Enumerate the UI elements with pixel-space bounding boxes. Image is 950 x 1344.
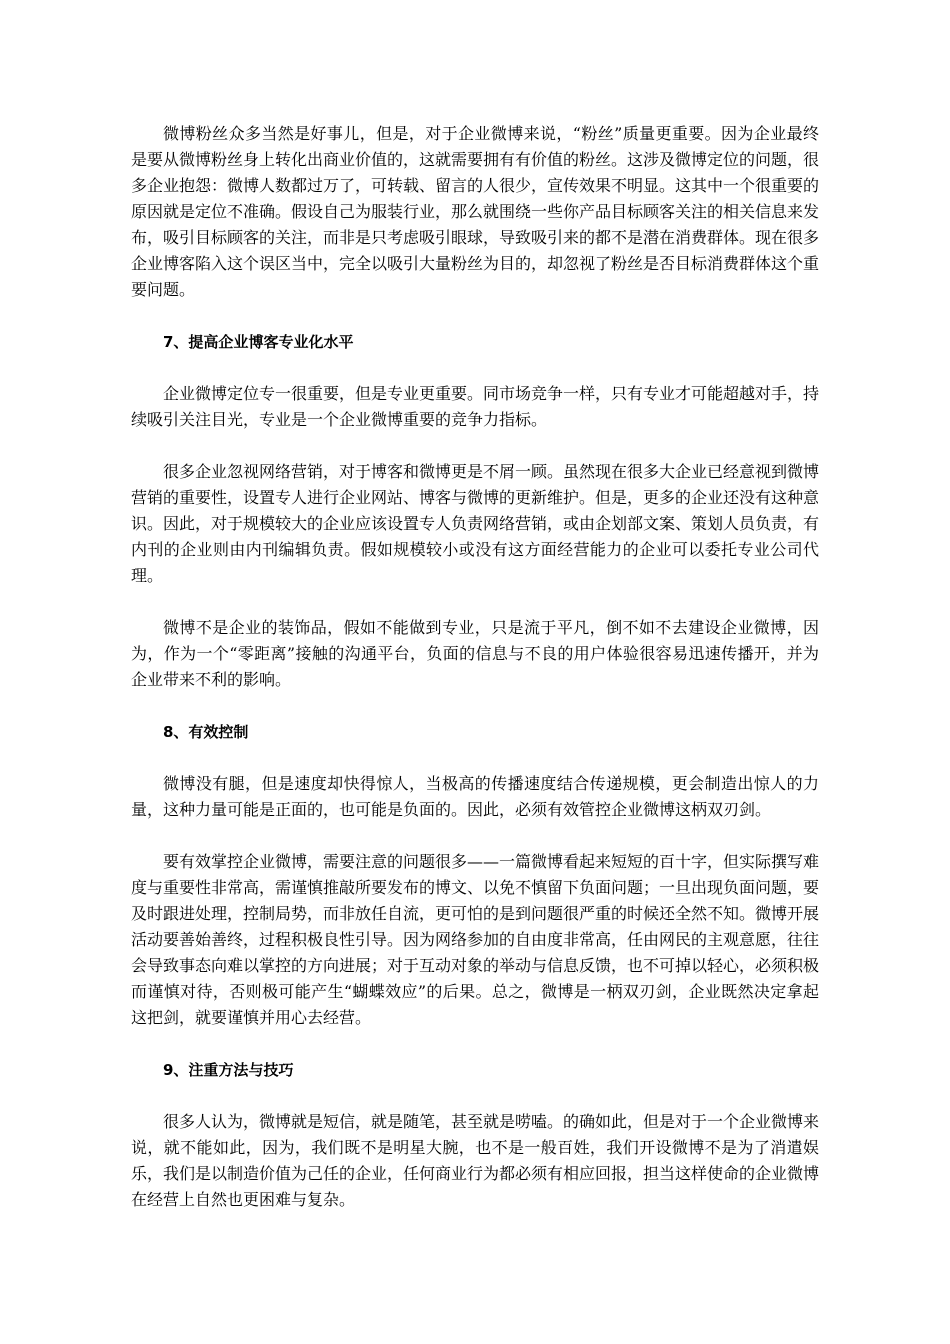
paragraph-network-marketing: 很多企业忽视网络营销，对于博客和微博更是不屑一顾。虽然现在很多大企业已经意视到微博营销的重要性，设置专人进行企业网站、博客与微博的更新维护。但是，更多的企业还没有这种意识。因此，对于规模较大的企业应该设置专人负责网络营销，或由企划部文案、策划人员负责，有内刊的企业则由内刊编辑负责。假如规模较小或没有这方面经营能力的企业可以委托专业公司代理。: [131, 462, 820, 585]
paragraph-methods-skills: 很多人认为，微博就是短信，就是随笔，甚至就是唠嗑。的确如此，但是对于一个企业微博来说，就不能如此，因为，我们既不是明星大腕，也不是一般百姓，我们开设微博不是为了消遣娱乐，我们是以制造价值为己任的企业，任何商业行为都必须有相应回报，担当这样使命的企业微博在经营上自然也更困难与复杂。: [131, 1112, 820, 1209]
section-heading-7: 7、提高企业博客专业化水平: [163, 333, 354, 351]
paragraph-professional-focus: 企业微博定位专一很重要，但是专业更重要。同市场竞争一样，只有专业才可能超越对手，持续吸引关注目光，专业是一个企业微博重要的竞争力指标。: [131, 384, 820, 429]
section-heading-9: 9、注重方法与技巧: [163, 1061, 294, 1079]
paragraph-double-edged: 微博没有腿，但是速度却快得惊人，当极高的传播速度结合传递规模，更会制造出惊人的力量，这种力量可能是正面的，也可能是负面的。因此，必须有效管控企业微博这柄双刃剑。: [131, 774, 819, 819]
paragraph-control-issues: 要有效掌控企业微博，需要注意的问题很多——一篇微博看起来短短的百十字，但实际撰写难度与重要性非常高，需谨慎推敲所要发布的博文、以免不慎留下负面问题；一旦出现负面问题，要及时跟进处理，控制局势，而非放任自流，更可怕的是到问题很严重的时候还全然不知。微博开展活动要善始善终，过程积极良性引导。因为网络参加的自由度非常高，任由网民的主观意愿，往往会导致事态向难以掌控的方向进展；对于互动对象的举动与信息反馈，也不可掉以轻心，必须积极而谨慎对待，否则极可能产生“蝴蝶效应”的后果。总之，微博是一柄双刃剑，企业既然决定拿起这把剑，就要谨慎并用心去经营。: [131, 852, 820, 1027]
paragraph-fans-quality: 微博粉丝众多当然是好事儿，但是，对于企业微博来说，“粉丝”质量更重要。因为企业最终是要从微博粉丝身上转化出商业价值的，这就需要拥有有价值的粉丝。这涉及微博定位的问题，很多企业抱怨：微博人数都过万了，可转载、留言的人很少，宣传效果不明显。这其中一个很重要的原因就是定位不准确。假设自己为服装行业，那么就围绕一些你产品目标顾客关注的相关信息来发布，吸引目标顾客的关注，而非是只考虑吸引眼球，导致吸引来的都不是潜在消费群体。现在很多企业博客陷入这个误区当中，完全以吸引大量粉丝为目的，却忽视了粉丝是否目标消费群体这个重要问题。: [131, 124, 820, 299]
paragraph-not-decoration: 微博不是企业的装饰品，假如不能做到专业，只是流于平凡，倒不如不去建设企业微博，因为，作为一个“零距离”接触的沟通平台，负面的信息与不良的用户体验很容易迅速传播开，并为企业带来不利的影响。: [131, 618, 819, 689]
document-body: [131, 121, 819, 1239]
section-heading-8: 8、有效控制: [163, 723, 249, 741]
